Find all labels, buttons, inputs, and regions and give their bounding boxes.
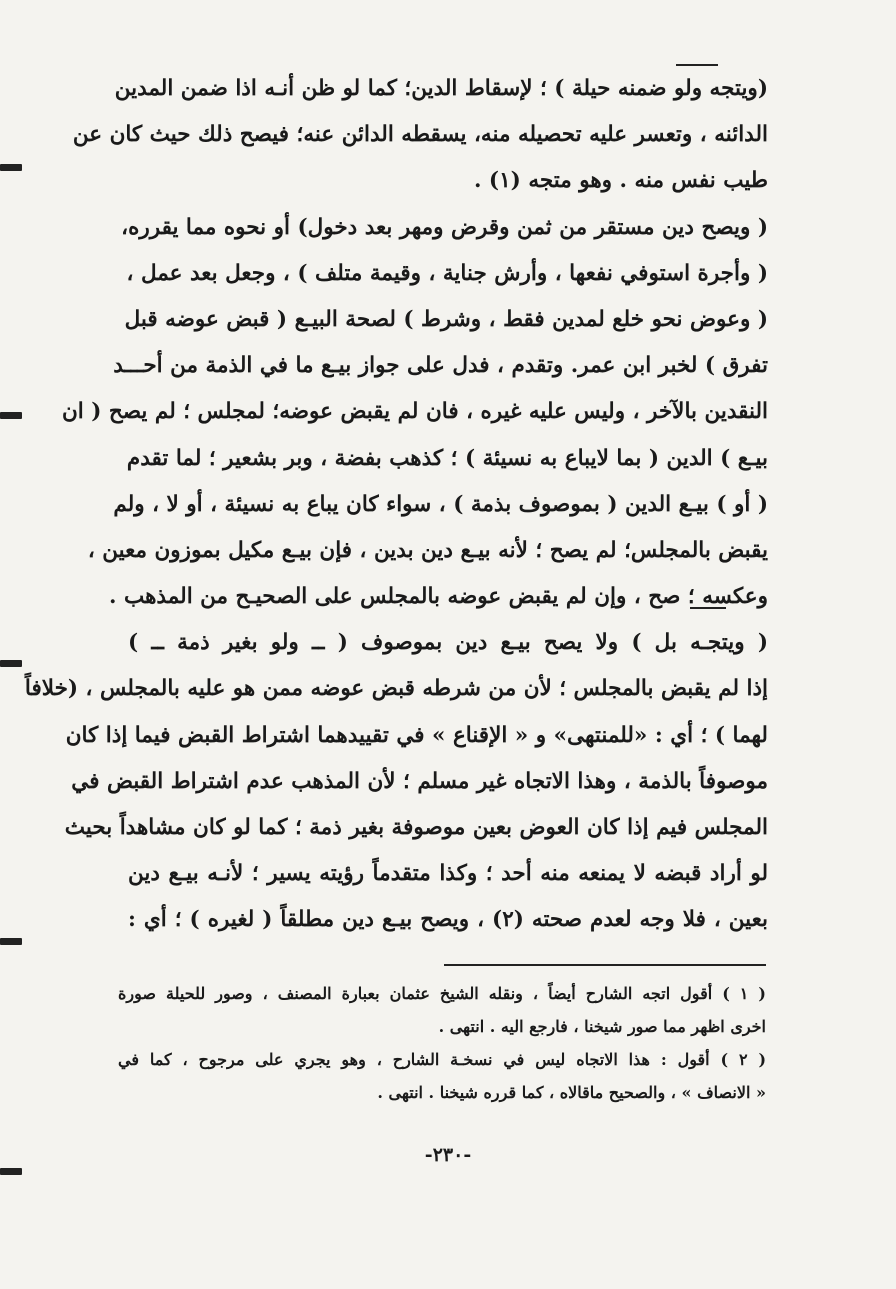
- margin-mark: [0, 164, 22, 171]
- text-line: لهما ) ؛ أي : «للمنتهى» و « الإقناع » في تقييدهما اشتراط القبض فيما إذا كان: [65, 722, 768, 748]
- footnote-line: ( ٢ ) أقول : هذا الاتجاه ليس في نسخـة الشارح ، وهو يجري على مرجوح ، كما في: [118, 1050, 767, 1069]
- text-line: ( وعوض نحو خلع لمدين فقط ، وشرط ) لصحة البيـع ( قبض عوضه قبل: [124, 306, 768, 332]
- footnote-line: « الانصاف » ، والصحيح ماقالاه ، كما قرره شيخنا . انتهى .: [377, 1083, 766, 1102]
- margin-mark: [0, 938, 22, 945]
- margin-mark: [0, 1168, 22, 1175]
- margin-mark: [0, 660, 22, 667]
- text-line: ( ويصح دين مستقر من ثمن وقرض ومهر بعد دخول) أو نحوه مما يقرره،: [121, 214, 768, 240]
- page-number: -٢٣٠-: [424, 1144, 472, 1166]
- text-line: النقدين بالآخر ، وليس عليه غيره ، فان لم يقبض عوضه؛ لمجلس ؛ لم يصح ( ان: [61, 399, 768, 425]
- footnotes: [118, 977, 766, 1109]
- text-line: ( أو ) بيـع الدين ( بموصوف بذمة ) ، سواء كان يباع به نسيئة ، أو لا ، ولم: [113, 491, 768, 517]
- margin-mark: [0, 412, 22, 419]
- text-line: بيـع ) الدين ( بما لايباع به نسيئة ) ؛ كذهب بفضة ، وبر بشعير ؛ لما تقدم: [126, 445, 768, 471]
- text-line: تفرق ) لخبر ابن عمر. وتقدم ، فدل على جواز بيـع ما في الذمة من أحـــد: [113, 353, 768, 379]
- text-line: ( ويتجـه بل ) ولا يصح بيـع دين بموصوف ( ــ ولو بغير ذمة ــ ): [128, 630, 768, 656]
- footnote-separator: [444, 964, 766, 966]
- text-line: ( وأجرة استوفي نفعها ، وأرش جناية ، وقيمة متلف ) ، وجعل بعد عمل ،: [126, 260, 768, 286]
- footnote-line: ( ١ ) أقول اتجه الشارح أيضاً ، ونقله الشيخ عثمان بعبارة المصنف ، وصور للحيلة صورة: [118, 984, 766, 1003]
- text-line: (ويتجه ولو ضمنه حيلة ) ؛ لإسقاط الدين؛ كما لو ظن أنـه اذا ضمن المدين: [114, 76, 768, 101]
- main-text: [24, 66, 768, 944]
- text-line: يقبض بالمجلس؛ لم يصح ؛ لأنه بيـع دين بدين ، فإن بيـع مكيل بموزون معين ،: [87, 537, 768, 563]
- text-line: لو أراد قبضه لا يمنعه منه أحد ؛ وكذا متقدماً رؤيته يسير ؛ لأنـه بيـع دين: [128, 861, 768, 887]
- text-line: وعكسه ؛ صح ، وإن لم يقبض عوضه بالمجلس على الصحيـح من المذهب .: [109, 584, 768, 610]
- footnote-line: اخرى اظهر مما صور شيخنا ، فارجع اليه . انتهى .: [438, 1017, 766, 1036]
- text-line: الدائنه ، وتعسر عليه تحصيله منه، يسقطه الدائن عنه؛ فيصح ذلك حيث كان عن: [72, 122, 768, 148]
- text-line: بعين ، فلا وجه لعدم صحته (٢) ، ويصح بيـع دين مطلقاً ( لغيره ) ؛ أي :: [128, 907, 768, 933]
- text-line: المجلس فيم إذا كان العوض بعين موصوفة بغير ذمة ؛ كما لو كان مشاهداً بحيث: [64, 815, 768, 840]
- text-line: إذا لم يقبض بالمجلس ؛ لأن من شرطه قبض عوضه ممن هو عليه بالمجلس ، (خلافاً: [24, 676, 768, 702]
- text-line: طيب نفس منه . وهو متجه (١) .: [473, 168, 768, 194]
- text-line: موصوفاً بالذمة ، وهذا الاتجاه غير مسلم ؛ لأن المذهب عدم اشتراط القبض في: [71, 768, 768, 794]
